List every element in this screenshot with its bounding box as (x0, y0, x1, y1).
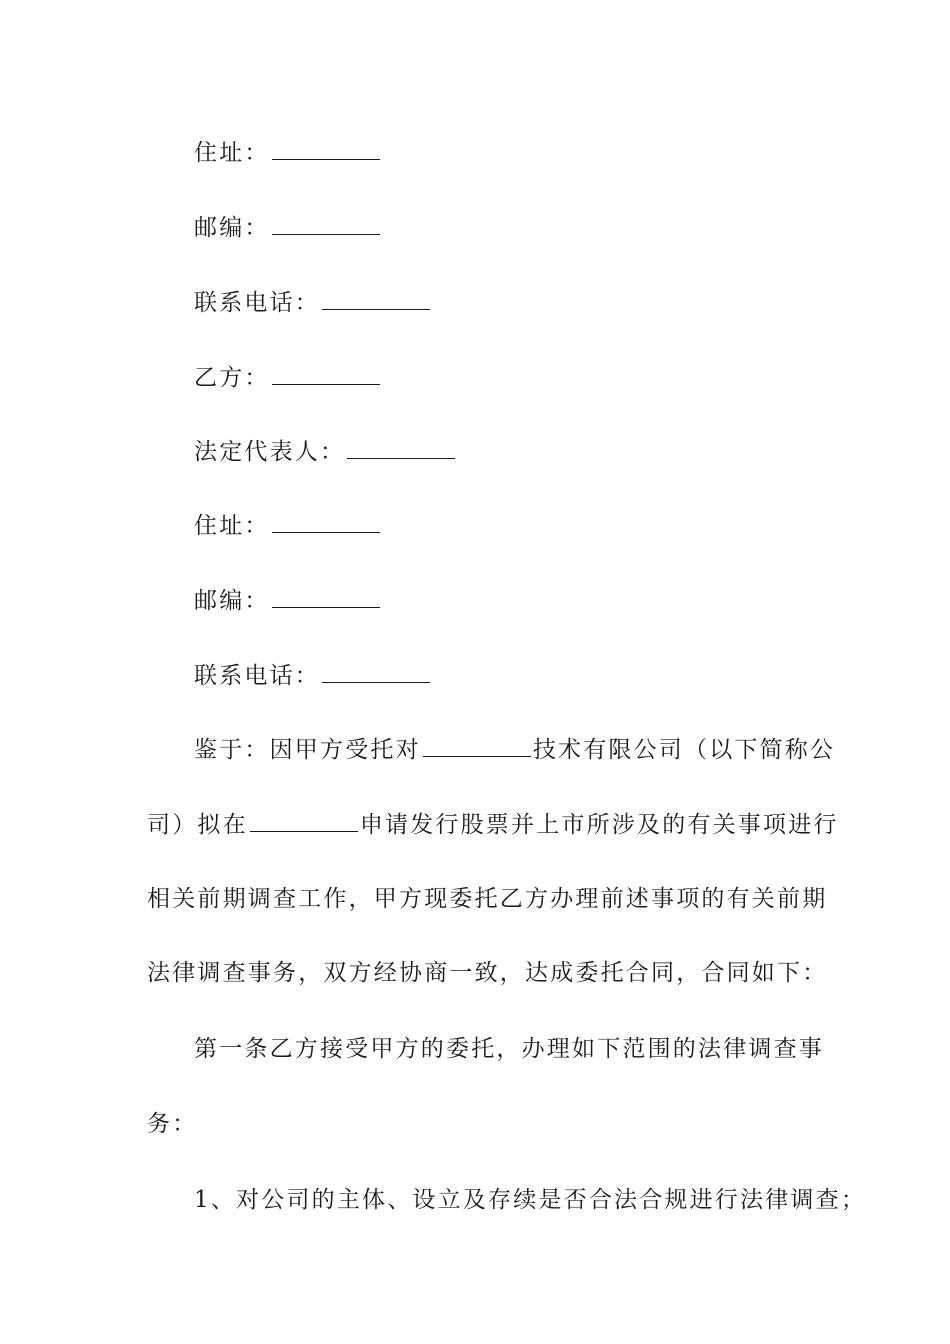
postcode-blank[interactable] (272, 585, 380, 608)
party-b-legal-rep-line (147, 436, 854, 467)
legal-rep-label: 法定代表人： (194, 439, 346, 465)
postcode-blank[interactable] (272, 212, 380, 235)
address-label: 住址： (194, 140, 270, 166)
article-1-line-1: 第一条乙方接受甲方的委托，办理如下范围的法律调查事 (194, 1036, 824, 1062)
party-b-label: 乙方： (194, 365, 270, 391)
preamble-line-2 (147, 809, 839, 840)
preamble-text: 鉴于：因甲方受托对 (194, 737, 421, 763)
article-1-line-2: 务： (147, 1111, 198, 1137)
phone-blank[interactable] (322, 287, 430, 310)
address-label: 住址： (194, 513, 270, 539)
party-a-postcode-line (147, 212, 854, 243)
party-b-blank[interactable] (272, 362, 380, 385)
preamble-line-1 (147, 734, 854, 765)
postcode-label: 邮编： (194, 215, 270, 241)
party-b-name-line (147, 362, 854, 393)
party-a-address-line (147, 137, 854, 168)
legal-rep-blank[interactable] (347, 436, 455, 459)
party-b-postcode-line (147, 585, 854, 616)
party-a-phone-line (147, 287, 854, 318)
preamble-text: 技术有限公司（以下简称公 (532, 737, 836, 763)
preamble-line-4: 法律调查事务，双方经协商一致，达成委托合同，合同如下： (147, 960, 828, 986)
preamble-line-3: 相关前期调查工作，甲方现委托乙方办理前述事项的有关前期 (147, 886, 828, 912)
preamble-text: 申请发行股票并上市所涉及的有关事项进行 (359, 812, 839, 838)
company-name-blank[interactable] (423, 734, 531, 757)
phone-label: 联系电话： (194, 290, 320, 316)
phone-label: 联系电话： (194, 663, 320, 689)
preamble-text: 司）拟在 (147, 812, 248, 838)
party-b-phone-line (147, 660, 854, 691)
item-1-line: 1、对公司的主体、设立及存续是否合法合规进行法律调查； (194, 1187, 867, 1213)
postcode-label: 邮编： (194, 588, 270, 614)
party-b-address-line (147, 510, 854, 541)
listing-place-blank[interactable] (250, 809, 358, 832)
address-blank[interactable] (272, 510, 380, 533)
phone-blank[interactable] (322, 660, 430, 683)
address-blank[interactable] (272, 137, 380, 160)
